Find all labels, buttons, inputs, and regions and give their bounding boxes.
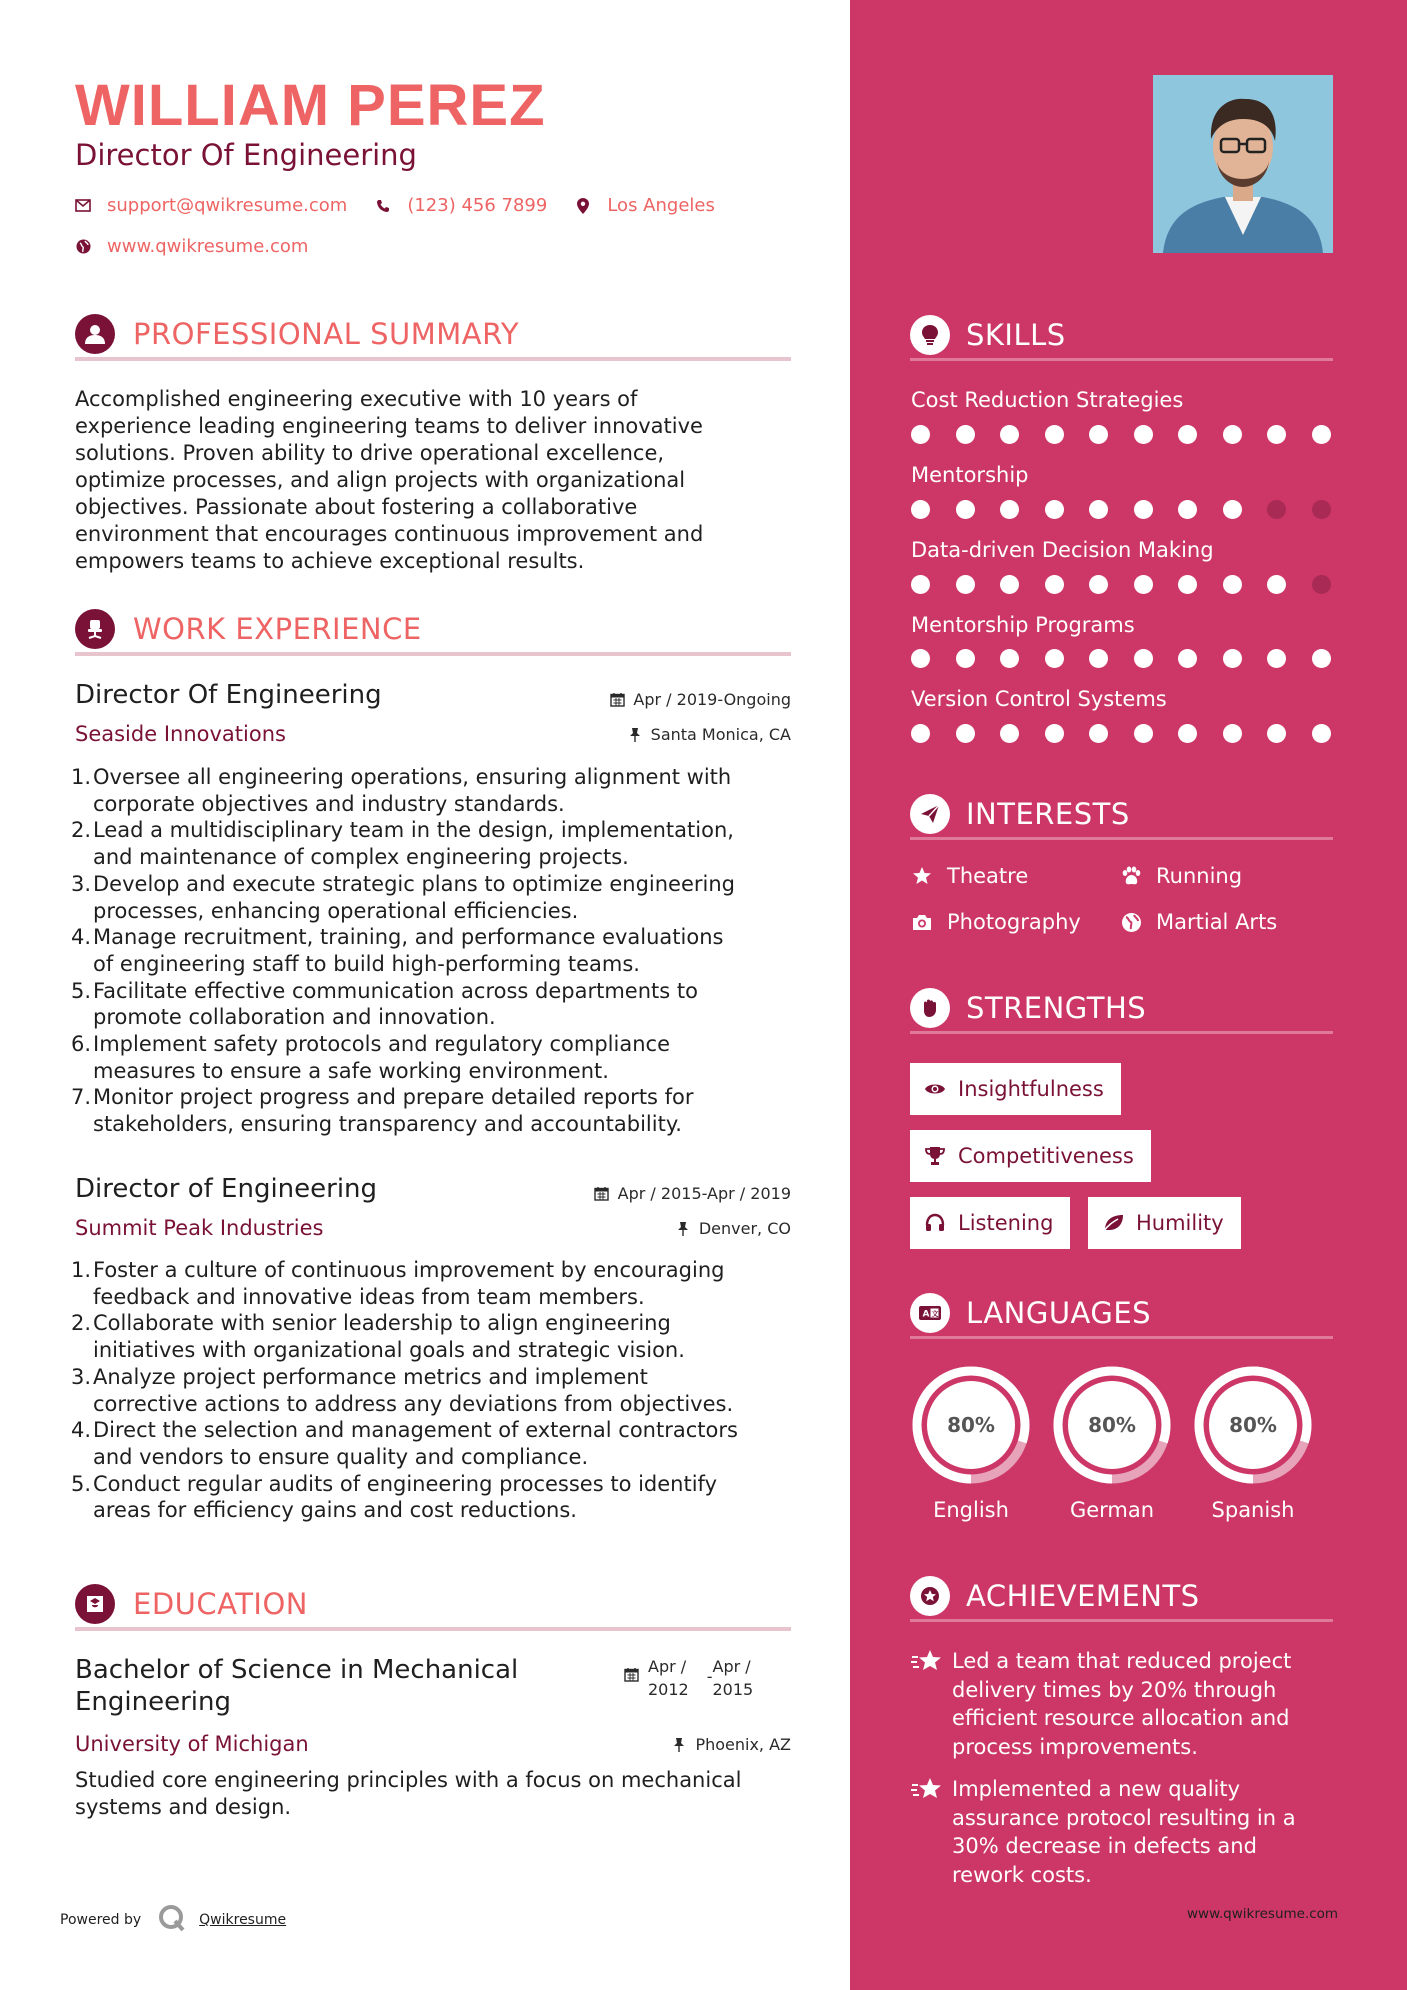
thumbtack-icon — [675, 1221, 691, 1237]
skill-dot-filled — [1045, 425, 1064, 444]
skill-dot-filled — [1312, 649, 1331, 668]
skill-dot-filled — [1000, 724, 1019, 743]
skill-dot-filled — [1178, 500, 1197, 519]
strength-badge — [910, 1130, 1151, 1182]
skill-dot-filled — [1312, 724, 1331, 743]
list-item: 6. Implement safety protocols and regulatory compliance measures to ensure a safe working environment. — [71, 1032, 670, 1083]
skill-dot-filled — [1267, 724, 1286, 743]
education-heading-label: EDUCATION — [133, 1587, 309, 1621]
list-item: 5. Facilitate effective communication across departments to promote collaboration and innovation. — [71, 978, 698, 1030]
skill-dot-filled — [956, 500, 975, 519]
skill-dot-filled — [1045, 575, 1064, 594]
skill-dot-filled — [956, 724, 975, 743]
language-name: English — [933, 1498, 1009, 1522]
medal-star-icon — [910, 1576, 950, 1616]
qwikresume-link[interactable]: Qwikresume — [199, 1912, 287, 1928]
skill-dot-filled — [911, 649, 930, 668]
skill-name: Mentorship Programs — [911, 613, 1135, 637]
envelope-icon — [75, 198, 91, 214]
interests-heading-label: INTERESTS — [966, 796, 1130, 831]
education-location — [671, 1735, 791, 1754]
gauge-percent-label: 80% — [947, 1413, 995, 1437]
skill-dot-filled — [1312, 425, 1331, 444]
user-icon — [75, 314, 115, 354]
email-item[interactable] — [75, 195, 347, 216]
summary-line: experience leading engineering teams to deliver innovative — [75, 414, 703, 438]
skill-dot-filled — [1134, 425, 1153, 444]
website-item[interactable] — [75, 236, 308, 257]
skill-dot-filled — [956, 649, 975, 668]
paw-icon — [1120, 865, 1142, 887]
graduation-icon — [75, 1584, 115, 1624]
interest-item — [1120, 864, 1242, 888]
skill-dot-filled — [1267, 575, 1286, 594]
skill-dot-filled — [1223, 724, 1242, 743]
interest-label: Photography — [947, 910, 1081, 934]
skill-dot-filled — [1045, 500, 1064, 519]
education-date-separator: - — [706, 1667, 713, 1686]
skill-rating — [911, 575, 1356, 594]
list-item: 3. Analyze project performance metrics and implement corrective actions to address any deviations from objectives. — [71, 1364, 734, 1416]
interest-item — [911, 910, 1081, 934]
skill-dot-filled — [956, 425, 975, 444]
interest-label: Running — [1156, 864, 1243, 888]
job-location-text: Denver, CO — [698, 1219, 791, 1238]
skill-dot-filled — [1223, 649, 1242, 668]
job-title: Director of Engineering — [75, 1174, 378, 1204]
svg-text:文: 文 — [931, 1309, 939, 1318]
summary-line: empowers teams to achieve exceptional results. — [75, 549, 585, 573]
star-icon — [911, 865, 933, 887]
star-burst-icon — [910, 1775, 944, 1809]
job-company: Summit Peak Industries — [75, 1216, 324, 1240]
strength-badge — [1088, 1197, 1241, 1249]
skill-dot-filled — [911, 500, 930, 519]
skill-rating — [911, 500, 1356, 519]
experience-heading — [75, 606, 791, 656]
job-dates-text: Apr / 2015-Apr / 2019 — [617, 1184, 791, 1203]
summary-heading — [75, 311, 791, 361]
leaf-icon — [1102, 1212, 1124, 1234]
language-icon — [910, 1293, 950, 1333]
education-dates — [624, 1655, 753, 1701]
email-text: support@qwikresume.com — [107, 195, 348, 216]
languages-heading — [910, 1289, 1333, 1339]
education-location-text: Phoenix, AZ — [695, 1735, 791, 1754]
list-item: 1. Oversee all engineering operations, ensuring alignment with corporate objectives and industry standards. — [71, 765, 732, 816]
strengths-heading-label: STRENGTHS — [966, 990, 1147, 1025]
globe-icon — [1120, 911, 1142, 933]
strength-badge — [910, 1063, 1121, 1115]
language-name: Spanish — [1211, 1498, 1295, 1522]
job-duties — [71, 764, 791, 1138]
skills-heading-label: SKILLS — [966, 317, 1066, 352]
interest-item — [911, 864, 1028, 888]
job-dates — [609, 690, 791, 709]
skill-name: Data-driven Decision Making — [911, 538, 1214, 562]
list-item: 2. Lead a multidisciplinary team in the design, implementation, and maintenance of complex engineering projects. — [71, 818, 734, 870]
skill-dot-filled — [956, 575, 975, 594]
office-chair-icon — [75, 609, 115, 649]
skill-dot-empty — [1312, 500, 1331, 519]
strength-label: Insightfulness — [958, 1077, 1104, 1101]
calendar-icon — [624, 1667, 640, 1683]
strength-label: Listening — [958, 1211, 1054, 1235]
location-text: Los Angeles — [607, 195, 715, 216]
skill-dot-filled — [1000, 425, 1019, 444]
list-item: 4. Manage recruitment, training, and performance evaluations of engineering staff to build high-performing teams. — [71, 925, 724, 976]
star-burst-icon — [910, 1647, 944, 1681]
fist-icon — [910, 988, 950, 1028]
candidate-title: Director Of Engineering — [75, 138, 417, 172]
thumbtack-icon — [627, 727, 643, 743]
job-title: Director Of Engineering — [75, 680, 382, 710]
skills-heading — [910, 311, 1333, 361]
powered-by-label: Powered by — [60, 1912, 142, 1928]
gauge-percent-label: 80% — [1088, 1413, 1136, 1437]
summary-line: optimize processes, and align projects with organizational — [75, 468, 686, 492]
achievement-text: Led a team that reduced project delivery times by 20% through efficient resource allocation and process improvements. — [952, 1649, 1292, 1759]
language-gauge — [1051, 1364, 1173, 1490]
skill-dot-filled — [1134, 500, 1153, 519]
skill-dot-filled — [1000, 575, 1019, 594]
interest-item — [1120, 910, 1277, 934]
skill-dot-filled — [1000, 649, 1019, 668]
skill-dot-filled — [1000, 500, 1019, 519]
headphones-icon — [924, 1212, 946, 1234]
job-location — [675, 1219, 791, 1238]
skill-dot-filled — [1267, 425, 1286, 444]
contact-row — [75, 195, 743, 216]
skill-dot-empty — [1312, 575, 1331, 594]
calendar-icon — [594, 1186, 610, 1202]
footer-website[interactable]: www.qwikresume.com — [1187, 1906, 1339, 1922]
eye-icon — [924, 1078, 946, 1100]
list-item: 3. Develop and execute strategic plans to optimize engineering processes, enhancing operational efficiencies. — [71, 871, 735, 923]
summary-line: objectives. Passionate about fostering a collaborative — [75, 495, 638, 519]
phone-item[interactable] — [375, 195, 547, 216]
summary-text — [75, 386, 791, 575]
education-end: Apr / 2015 — [712, 1657, 754, 1699]
website-text: www.qwikresume.com — [107, 236, 309, 257]
skill-name: Mentorship — [911, 463, 1029, 487]
list-item: 4. Direct the selection and management of external contractors and vendors to ensure quality and compliance. — [71, 1418, 738, 1469]
achievement-item — [910, 1775, 1333, 1889]
qwikresume-logo-icon — [157, 1903, 187, 1937]
calendar-icon — [609, 692, 625, 708]
website-row — [75, 236, 336, 257]
job-dates-text: Apr / 2019-Ongoing — [633, 690, 791, 709]
skill-dot-filled — [1178, 724, 1197, 743]
skill-dot-filled — [911, 575, 930, 594]
skill-dot-filled — [1178, 425, 1197, 444]
skill-rating — [911, 425, 1356, 444]
profile-photo — [1153, 75, 1333, 253]
skill-rating — [911, 649, 1356, 668]
job-location-text: Santa Monica, CA — [650, 725, 791, 744]
skill-dot-filled — [1178, 649, 1197, 668]
skill-dot-filled — [1223, 500, 1242, 519]
skill-dot-filled — [1134, 575, 1153, 594]
education-description: Studied core engineering principles with a focus on mechanical systems and design. — [75, 1768, 742, 1819]
skill-dot-filled — [1045, 724, 1064, 743]
summary-heading-label: PROFESSIONAL SUMMARY — [133, 317, 520, 351]
candidate-name: WILLIAM PEREZ — [75, 73, 546, 138]
skill-dot-filled — [1134, 649, 1153, 668]
lightbulb-icon — [910, 315, 950, 355]
phone-text: (123) 456 7899 — [407, 195, 548, 216]
gauge-percent-label: 80% — [1229, 1413, 1277, 1437]
language-name: German — [1069, 1498, 1155, 1522]
skill-rating — [911, 724, 1356, 743]
map-pin-icon — [575, 198, 591, 214]
education-heading — [75, 1581, 791, 1631]
skill-dot-filled — [1223, 575, 1242, 594]
skill-name: Version Control Systems — [911, 687, 1167, 711]
experience-heading-label: WORK EXPERIENCE — [133, 612, 422, 646]
skill-dot-filled — [1045, 649, 1064, 668]
svg-text:A: A — [922, 1309, 930, 1319]
skill-dot-filled — [1267, 649, 1286, 668]
achievements-heading — [910, 1572, 1333, 1622]
interest-label: Martial Arts — [1156, 910, 1278, 934]
languages-heading-label: LANGUAGES — [966, 1295, 1152, 1330]
location-item — [575, 195, 715, 216]
camera-icon — [911, 911, 933, 933]
interest-label: Theatre — [947, 864, 1029, 888]
skill-dot-filled — [1223, 425, 1242, 444]
skill-dot-filled — [1089, 724, 1108, 743]
language-gauge — [1192, 1364, 1314, 1490]
education-school: University of Michigan — [75, 1732, 309, 1756]
list-item: 5. Conduct regular audits of engineering processes to identify areas for efficiency gains and cost reductions. — [71, 1471, 718, 1523]
trophy-icon — [924, 1145, 946, 1167]
list-item: 1. Foster a culture of continuous improvement by encouraging feedback and innovative ideas from team members. — [71, 1258, 725, 1309]
globe-icon — [75, 239, 91, 255]
achievement-text: Implemented a new quality assurance protocol resulting in a 30% decrease in defects and rework costs. — [952, 1777, 1296, 1887]
summary-line: environment that encourages continuous improvement and — [75, 522, 704, 546]
achievements-heading-label: ACHIEVEMENTS — [966, 1578, 1200, 1613]
job-company: Seaside Innovations — [75, 722, 286, 746]
list-item: 2. Collaborate with senior leadership to align engineering initiatives with organizational goals and strategic vision. — [71, 1311, 685, 1363]
skill-dot-filled — [1089, 425, 1108, 444]
job-location — [627, 725, 791, 744]
thumbtack-icon — [671, 1737, 687, 1753]
skill-dot-filled — [911, 425, 930, 444]
skill-dot-filled — [1089, 575, 1108, 594]
phone-icon — [375, 198, 391, 214]
skill-dot-empty — [1267, 500, 1286, 519]
skill-name: Cost Reduction Strategies — [911, 388, 1184, 412]
job-dates — [594, 1184, 791, 1203]
skill-dot-filled — [1178, 575, 1197, 594]
strength-label: Humility — [1136, 1211, 1224, 1235]
education-degree: Bachelor of Science in Mechanical Engineering — [75, 1655, 519, 1717]
summary-line: Accomplished engineering executive with 10 years of — [75, 387, 638, 411]
skill-dot-filled — [1089, 500, 1108, 519]
achievement-item — [910, 1647, 1333, 1761]
skill-dot-filled — [1134, 724, 1153, 743]
interests-heading — [910, 790, 1333, 840]
powered-by — [60, 1903, 286, 1937]
strengths-heading — [910, 984, 1333, 1034]
strength-badge — [910, 1197, 1070, 1249]
strength-label: Competitiveness — [958, 1144, 1134, 1168]
job-duties — [71, 1257, 791, 1524]
skill-dot-filled — [911, 724, 930, 743]
paper-plane-icon — [910, 794, 950, 834]
education-start: Apr / 2012 — [648, 1657, 689, 1699]
language-gauge — [910, 1364, 1032, 1490]
list-item: 7. Monitor project progress and prepare detailed reports for stakeholders, ensuring transparency and accountability. — [71, 1085, 694, 1137]
summary-line: solutions. Proven ability to drive operational excellence, — [75, 441, 665, 465]
skill-dot-filled — [1089, 649, 1108, 668]
